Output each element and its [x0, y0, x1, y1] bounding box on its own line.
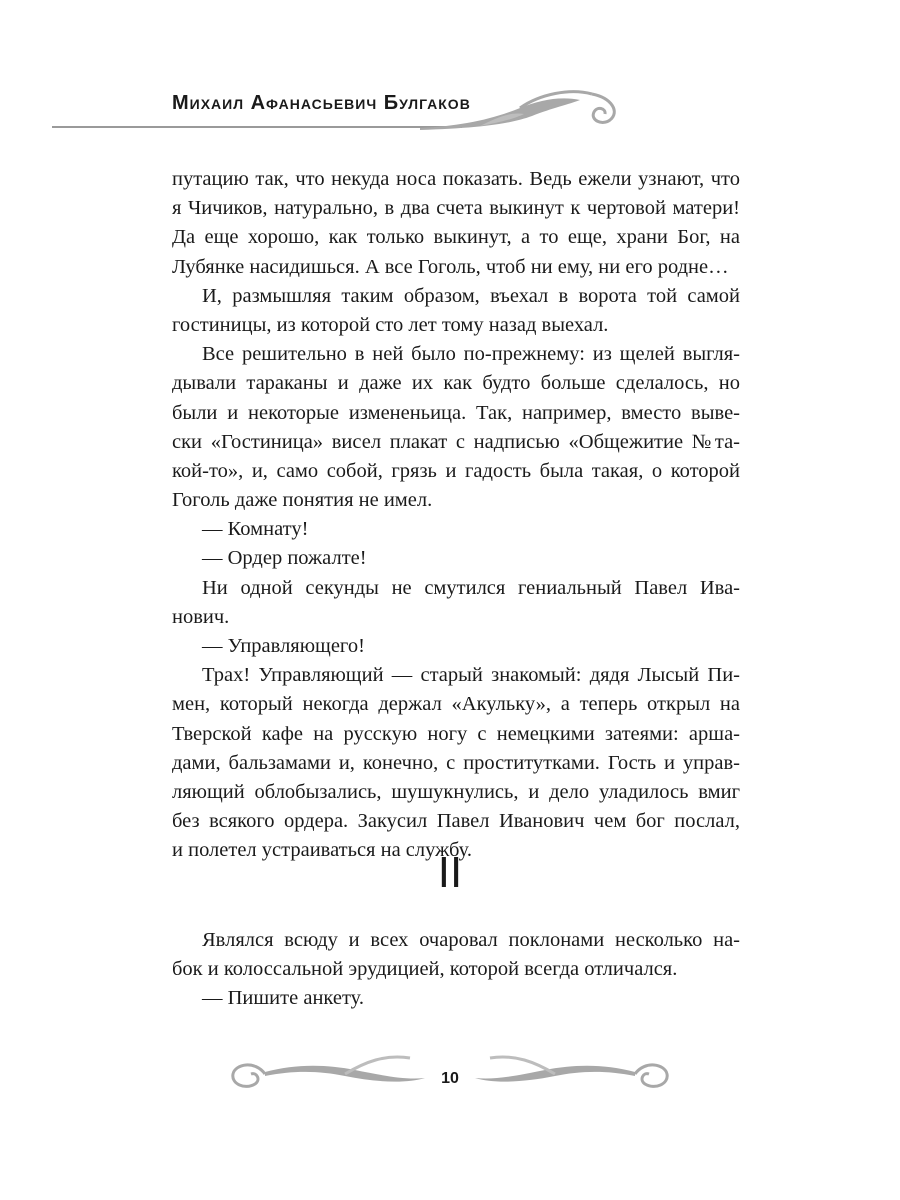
header-author-name: Михаил Афанасьевич Булгаков [172, 92, 471, 114]
paragraph [172, 165, 740, 282]
text-line: Являлся всюду и всех очаровал поклонами несколько на- [202, 929, 740, 951]
text-line: мен, который некогда держал «Акульку», а теперь открыл на [172, 693, 740, 716]
text-line: Да еще хорошо, как только выкинут, а то еще, храни Бог, на [172, 226, 740, 249]
text-line: дывали тараканы и даже их как будто больше сделалось, но [172, 372, 740, 395]
chapter-heading: II [437, 848, 463, 897]
text-line: ски «Гостиница» висел плакат с надписью «Общежитие №та- [172, 430, 740, 453]
body-text [172, 165, 740, 866]
dialogue-line [172, 984, 740, 1013]
header-rule [52, 126, 462, 128]
text-line: были и некоторые измененьица. Так, например, вместо выве- [172, 401, 740, 424]
text-line: я Чичиков, натурально, в два счета выкинут к чертовой матери! [172, 197, 740, 220]
text-line: И, размышляя таким образом, въехал в ворота той самой [202, 284, 740, 307]
text-line: нович. [172, 605, 230, 628]
dialogue-line [172, 632, 740, 661]
text-line: бок и колоссальной эрудицией, которой всегда отличался. [172, 958, 678, 981]
text-line: и полетел устраиваться на службу. [172, 839, 472, 862]
text-line: Лубянке насидишься. А все Гоголь, чтоб ни ему, ни его родне… [172, 255, 729, 278]
text-line: без всякого ордера. Закусил Павел Иванович чем бог послал, [172, 810, 740, 833]
text-line: кой-то», и, само собой, грязь и гадость была такая, о которой [172, 459, 740, 482]
text-line: — Ордер пожалте! [202, 547, 367, 570]
paragraph [172, 574, 740, 632]
text-line: дами, бальзамами и, конечно, с проститутками. Гость и управ- [172, 751, 740, 774]
text-line: — Управляющего! [202, 635, 365, 657]
text-line: путацию так, что некуда носа показать. Ведь ежели узнают, что [172, 168, 740, 190]
text-line: Все решительно в ней было по-прежнему: из щелей выгля- [202, 343, 740, 366]
text-line: Ни одной секунды не смутился гениальный Павел Ива- [202, 576, 740, 599]
paragraph [172, 661, 740, 865]
dialogue-line [172, 515, 740, 544]
body-text-continued [172, 926, 740, 1014]
text-line: — Пишите анкету. [202, 987, 364, 1010]
text-line: — Комнату! [202, 518, 309, 541]
paragraph [172, 340, 740, 515]
paragraph [172, 926, 740, 984]
text-line: Гоголь даже понятия не имел. [172, 489, 433, 512]
page-footer [0, 1040, 900, 1110]
dialogue-line [172, 544, 740, 573]
text-line: ляющий облобызались, шушукнулись, и дело уладилось вмиг [172, 780, 740, 803]
page-number: 10 [441, 1070, 459, 1087]
running-header [0, 80, 900, 140]
paragraph [172, 282, 740, 340]
header-flourish-ornament [420, 86, 630, 136]
text-line: Тверской кафе на русскую ногу с немецкими затеями: арша- [172, 722, 740, 745]
text-line: Трах! Управляющий — старый знакомый: дядя Лысый Пи- [202, 664, 740, 687]
text-line: гостиницы, из которой сто лет тому назад выехал. [172, 313, 609, 336]
